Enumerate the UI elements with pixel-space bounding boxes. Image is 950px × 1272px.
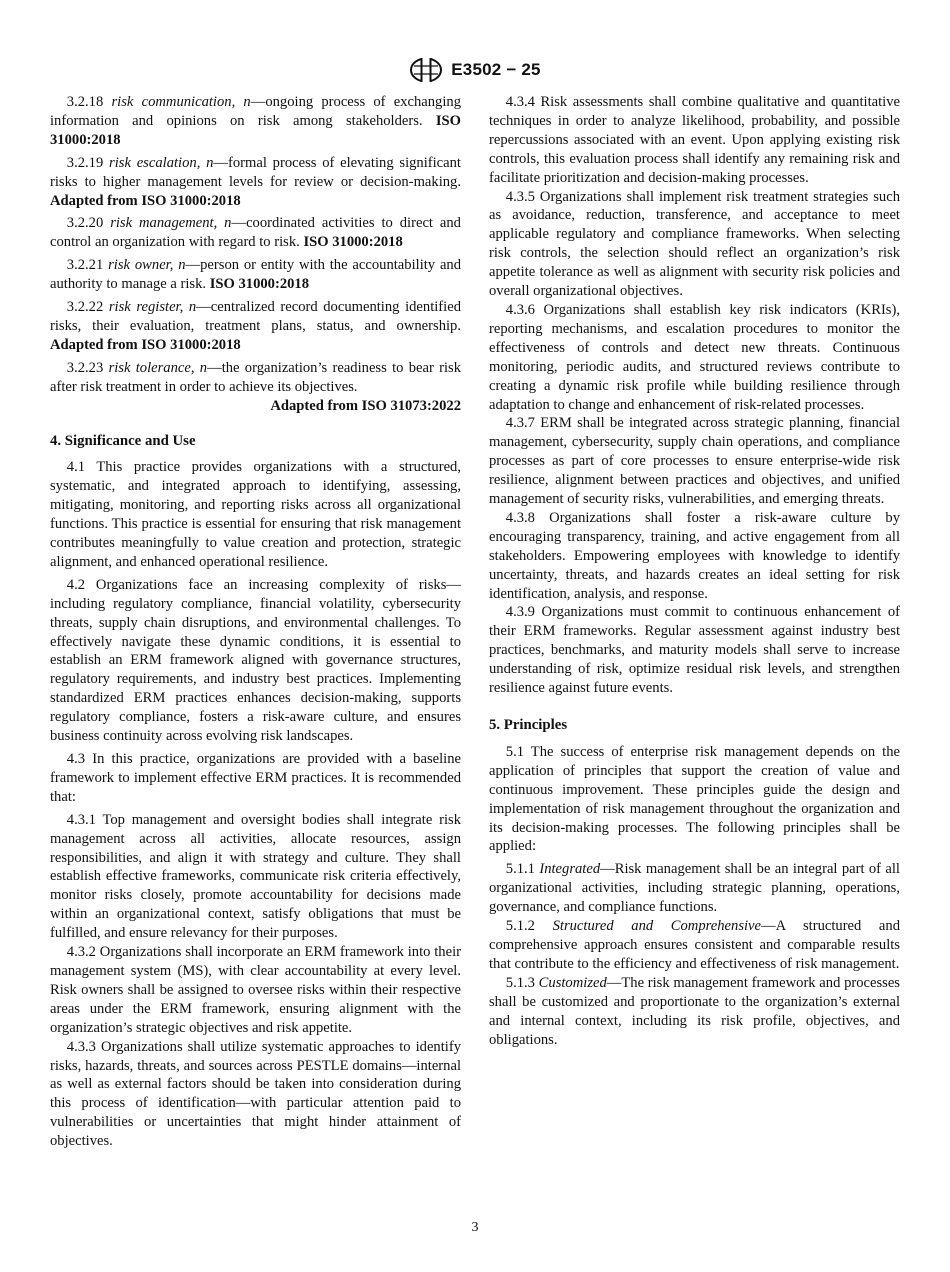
- clause-number: 3.2.23: [66, 359, 104, 376]
- defined-term: risk owner, n: [108, 257, 186, 274]
- definition-source: ISO 31000:2018: [209, 276, 310, 293]
- definition-3-2-21: [50, 256, 461, 294]
- definition-3-2-18: [50, 93, 461, 150]
- definition-text: —coordinated activities to direct and control an organization with regard to risk.: [50, 215, 461, 251]
- defined-term: risk register, n: [108, 299, 197, 316]
- definition-text: —formal process of elevating significant risks to higher management levels for review or decision-making.: [50, 154, 461, 190]
- paragraph-4-3-1: 4.3.1 Top management and oversight bodies shall integrate risk management across all activities, allocate resources, assign responsibilities, and align it with strategy and culture. They shall establish effective frameworks, communicate risk criteria effectively, monitor risks closely, promote accountability for decisions made within an organizational context, satisfy obligations that must be fulfilled, and ensure relevancy for their purposes.: [50, 811, 461, 942]
- clause-number: 5.1.2: [505, 918, 535, 935]
- paragraph-4-3-5: 4.3.5 Organizations shall implement risk treatment strategies such as avoidance, reduction, transference, and acceptance to meet applicable regulatory and compliance frameworks. When selecting risk controls, the selection should reflect an organization’s risk appetite tolerance as well as alignment with security risk policies and overall organizational objectives.: [489, 188, 900, 300]
- clause-number: 3.2.22: [66, 299, 104, 316]
- page-number: 3: [471, 1220, 479, 1235]
- definition-3-2-19: [50, 154, 461, 211]
- paragraph-5-1-2: [489, 917, 900, 974]
- definition-source: Adapted from ISO 31000:2018: [50, 192, 241, 209]
- right-column: [489, 93, 900, 1049]
- principle-term: Structured and Comprehensive: [552, 918, 762, 935]
- defined-term: risk communication, n: [111, 94, 251, 110]
- defined-term: risk management, n: [110, 215, 232, 232]
- astm-logo-icon: [409, 57, 443, 83]
- section-heading-5: 5. Principles: [489, 717, 568, 733]
- definition-text: —centralized record documenting identified risks, their evaluation, treatment plans, status, and ownership.: [50, 299, 461, 334]
- definition-3-2-23: [50, 359, 461, 397]
- principle-text: —The risk management framework and processes shall be customized and proportionate to the organization’s external and internal context, including its risk profile, objectives, and obligations.: [489, 974, 900, 1048]
- paragraph-4-3-2: 4.3.2 Organizations shall incorporate an ERM framework into their management system (MS), with clear accountability at every level. Risk owners shall be assigned to oversee risks within their respective areas under the ERM framework, ensuring alignment with the organization’s strategic objectives and risk appetite.: [50, 944, 461, 1036]
- section-heading-4: 4. Significance and Use: [50, 432, 196, 449]
- paragraph-5-1-1: [489, 860, 900, 917]
- clause-number: 3.2.19: [66, 154, 104, 171]
- clause-number: 5.1.3: [505, 974, 535, 991]
- document-designation: E3502 − 25: [451, 60, 541, 79]
- paragraph-4-1: 4.1 This practice provides organizations with a structured, systematic, and integrated approach to identifying, assessing, mitigating, monitoring, and reporting risks across all organizational functions. This practice is essential for ensuring that risk management contributes meaningfully to value creation and protection, strategic alignment, and enhanced operational resilience.: [50, 459, 461, 570]
- paragraph-4-3-4: 4.3.4 Risk assessments shall combine qualitative and quantitative techniques in order to analyze likelihood, probability, and possible repercussions associated with an event. Upon applying existing risk controls, this evaluation process shall identify any remaining risk and facilitate prioritization and decision-making processes.: [489, 94, 900, 186]
- principle-text: —A structured and comprehensive approach ensures consistent and comparable results that contribute to the efficiency and effectiveness of risk management.: [489, 918, 901, 972]
- defined-term: risk tolerance, n: [108, 359, 208, 376]
- paragraph-4-3-8: 4.3.8 Organizations shall foster a risk-aware culture by encouraging transparency, training, and active engagement from all stakeholders. Empowering employees with knowledge to identify uncertainty, threats, and hazards creates an ideal setting for risk identification, analysis, and response.: [489, 509, 900, 602]
- definition-source: ISO 31000:2018: [303, 234, 403, 251]
- clause-number: 5.1.1: [505, 861, 535, 878]
- principle-term: Customized: [538, 974, 607, 991]
- definition-source: Adapted from ISO 31000:2018: [50, 336, 241, 353]
- paragraph-4-3-9: 4.3.9 Organizations must commit to continuous enhancement of their ERM frameworks. Regular assessment against industry best practices, benchmarks, and maturity models shall serve to increase understanding of risk, optimize residual risk levels, and strengthen resilience against future events.: [489, 604, 900, 697]
- clause-number: 3.2.18: [66, 94, 104, 110]
- definition-3-2-20: [50, 214, 461, 252]
- definition-source: ISO 31000:2018: [50, 112, 461, 148]
- paragraph-4-3-6: 4.3.6 Organizations shall establish key risk indicators (KRIs), reporting mechanisms, and escalation procedures to monitor the effectiveness of controls and detect new threats. Continuous monitoring, periodic audits, and structured reviews contribute to creating a dynamic risk profile while building resilience through adaptation to change and enhancement of risk-related processes.: [489, 301, 900, 413]
- paragraph-4-3-7: 4.3.7 ERM shall be integrated across strategic planning, financial management, cybersecurity, supply chain operations, and compliance processes as part of core processes to ensure enterprise-wide risk resilience, alignment between practices and objectives, and unified management of security risks, vulnerabilities, and emerging threats.: [489, 415, 900, 508]
- page-header: [0, 56, 950, 84]
- paragraph-4-3: 4.3 In this practice, organizations are provided with a baseline framework to implement effective ERM practices. It is recommended that:: [50, 751, 461, 805]
- paragraph-5-1: 5.1 The success of enterprise risk management depends on the application of principles that support the creation of value and continuous improvement. These principles guide the design and implementation of risk management throughout the organization and its decision-making processes. The following principles shall be applied:: [489, 743, 900, 855]
- clause-number: 3.2.21: [66, 257, 104, 274]
- definition-source: Adapted from ISO 31073:2022: [270, 397, 461, 414]
- definition-text: —ongoing process of exchanging information and opinions on risk among stakeholders.: [50, 94, 461, 129]
- definition-text: —the organization’s readiness to bear risk after risk treatment in order to achieve its objectives.: [50, 359, 462, 395]
- paragraph-4-2: 4.2 Organizations face an increasing complexity of risks—including regulatory compliance, financial volatility, cybersecurity threats, supply chain disruptions, and environmental challenges. To effectively navigate these dynamic conditions, it is essential to establish an ERM framework aligned with governance structures, regulatory requirements, and industry best practices. Implementing standardized ERM practices enhances decision-making, supports regulatory compliance, fosters a risk-aware culture, and ensures business continuity across evolving risk landscapes.: [50, 576, 461, 745]
- left-column: [50, 93, 461, 1151]
- paragraph-5-1-3: [489, 974, 900, 1050]
- principle-text: —Risk management shall be an integral part of all organizational activities, including strategic planning, operations, governance, and compliance functions.: [489, 861, 900, 916]
- paragraph-4-3-3: 4.3.3 Organizations shall utilize systematic approaches to identify risks, hazards, threats, and sources across PESTLE domains—internal as well as external factors should be taken into consideration during this process of identification—with particular attention paid to vulnerabilities or uncertainties that might hinder attainment of objectives.: [50, 1038, 461, 1150]
- defined-term: risk escalation, n: [109, 154, 214, 171]
- definition-3-2-22: [50, 298, 461, 355]
- clause-number: 3.2.20: [66, 215, 104, 232]
- definition-text: —person or entity with the accountability and authority to manage a risk.: [50, 257, 462, 293]
- principle-term: Integrated: [539, 861, 601, 878]
